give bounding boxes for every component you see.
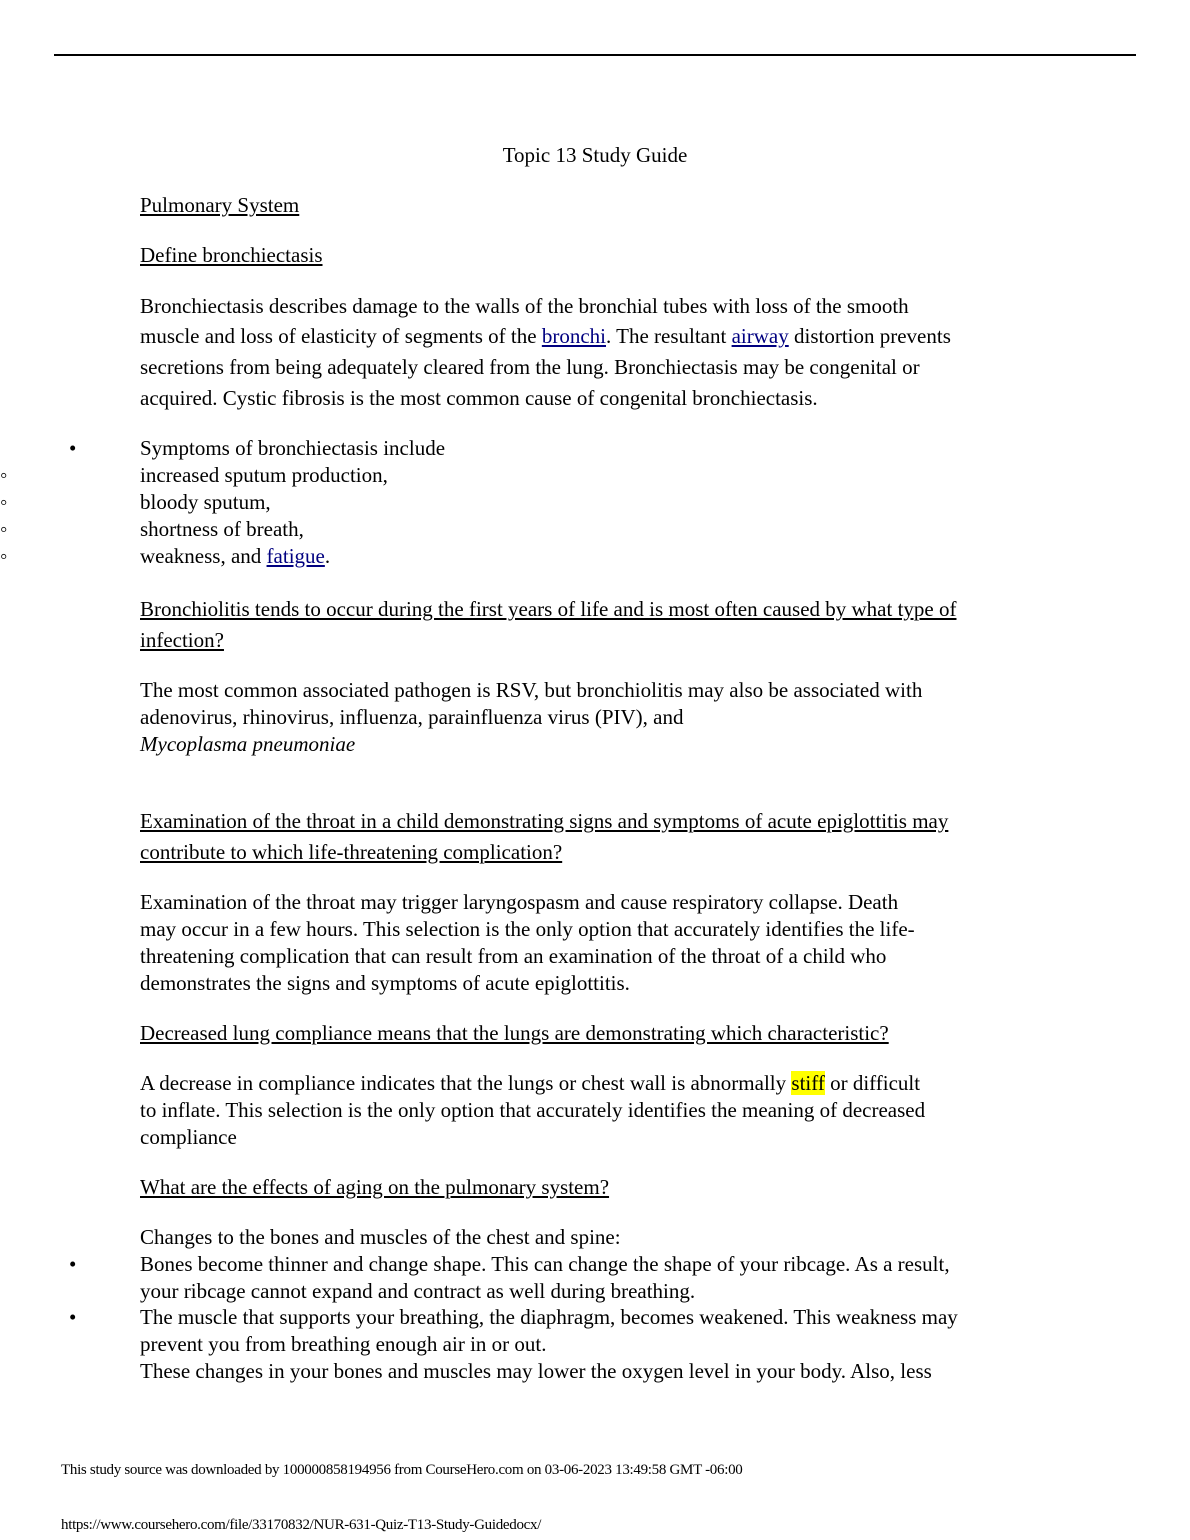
sub-bullet-icon: ◦: [0, 517, 8, 541]
answer-line: compliance: [140, 1125, 237, 1149]
question-heading: What are the effects of aging on the pulmonary system?: [140, 1175, 610, 1199]
question-heading: Bronchiolitis tends to occur during the first years of life and is most often caused by what type of: [140, 597, 957, 621]
text: distortion prevents: [788, 324, 951, 348]
bronchi-link[interactable]: bronchi: [541, 324, 606, 348]
sub-bullet-icon: ◦: [0, 544, 8, 568]
question-heading: infection?: [140, 628, 224, 652]
section-heading: Pulmonary System: [140, 193, 300, 217]
text: . The resultant: [606, 324, 732, 348]
highlighted-text: stiff: [791, 1071, 825, 1095]
answer-line: demonstrates the signs and symptoms of acute epiglottitis.: [140, 971, 630, 995]
answer-line: [140, 324, 951, 348]
answer-line: These changes in your bones and muscles may lower the oxygen level in your body. Also, less: [140, 1359, 932, 1383]
answer-line: to inflate. This selection is the only option that accurately identifies the meaning of decreased: [140, 1098, 926, 1122]
answer-line: may occur in a few hours. This selection is the only option that accurately identifies the life-: [140, 917, 915, 941]
answer-line: Mycoplasma pneumoniae: [140, 732, 356, 756]
sub-bullet-icon: ◦: [0, 463, 8, 487]
bullet-icon: •: [69, 436, 77, 460]
list-item: shortness of breath,: [140, 517, 304, 541]
list-item: Bones become thinner and change shape. This can change the shape of your ribcage. As a result,: [140, 1252, 950, 1276]
answer-line: acquired. Cystic fibrosis is the most common cause of congenital bronchiectasis.: [140, 386, 818, 410]
list-item: [140, 544, 330, 568]
answer-line: Bronchiectasis describes damage to the walls of the bronchial tubes with loss of the smooth: [140, 294, 909, 318]
answer-line: The most common associated pathogen is RSV, but bronchiolitis may also be associated with: [140, 678, 923, 702]
text: A decrease in compliance indicates that the lungs or chest wall is abnormally: [140, 1071, 792, 1095]
list-item: prevent you from breathing enough air in or out.: [140, 1332, 547, 1356]
text: muscle and loss of elasticity of segments of the: [140, 324, 542, 348]
bullet-icon: •: [69, 1252, 77, 1276]
list-item: your ribcage cannot expand and contract as well during breathing.: [140, 1279, 696, 1303]
list-item: The muscle that supports your breathing, the diaphragm, becomes weakened. This weakness may: [140, 1305, 958, 1329]
answer-line: Examination of the throat may trigger laryngospasm and cause respiratory collapse. Death: [140, 890, 899, 914]
list-item: Symptoms of bronchiectasis include: [140, 436, 446, 460]
question-heading: Examination of the throat in a child demonstrating signs and symptoms of acute epiglottitis may: [140, 809, 949, 833]
bullet-icon: •: [69, 1305, 77, 1329]
list-item: bloody sputum,: [140, 490, 271, 514]
download-note: This study source was downloaded by 100000858194956 from CourseHero.com on 03-06-2023 13:49:58 GMT -06:00: [61, 1462, 743, 1478]
text: .: [324, 544, 331, 568]
sub-bullet-icon: ◦: [0, 490, 8, 514]
text: or difficult: [824, 1071, 921, 1095]
answer-line: secretions from being adequately cleared from the lung. Bronchiectasis may be congenital or: [140, 355, 920, 379]
document-title: Topic 13 Study Guide: [502, 143, 688, 167]
question-heading: Define bronchiectasis: [140, 243, 323, 267]
answer-line: Changes to the bones and muscles of the chest and spine:: [140, 1225, 621, 1249]
answer-line: [140, 1071, 920, 1095]
fatigue-link[interactable]: fatigue: [266, 544, 325, 568]
source-url[interactable]: https://www.coursehero.com/file/33170832/NUR-631-Quiz-T13-Study-Guidedocx/: [61, 1517, 542, 1533]
answer-line: adenovirus, rhinovirus, influenza, parainfluenza virus (PIV), and: [140, 705, 684, 729]
answer-line: threatening complication that can result from an examination of the throat of a child who: [140, 944, 887, 968]
list-item: increased sputum production,: [140, 463, 388, 487]
question-heading: Decreased lung compliance means that the lungs are demonstrating which characteristic?: [140, 1021, 889, 1045]
header-rule: [54, 54, 1136, 56]
text: weakness, and: [140, 544, 267, 568]
airway-link[interactable]: airway: [731, 324, 789, 348]
question-heading: contribute to which life-threatening complication?: [140, 840, 563, 864]
